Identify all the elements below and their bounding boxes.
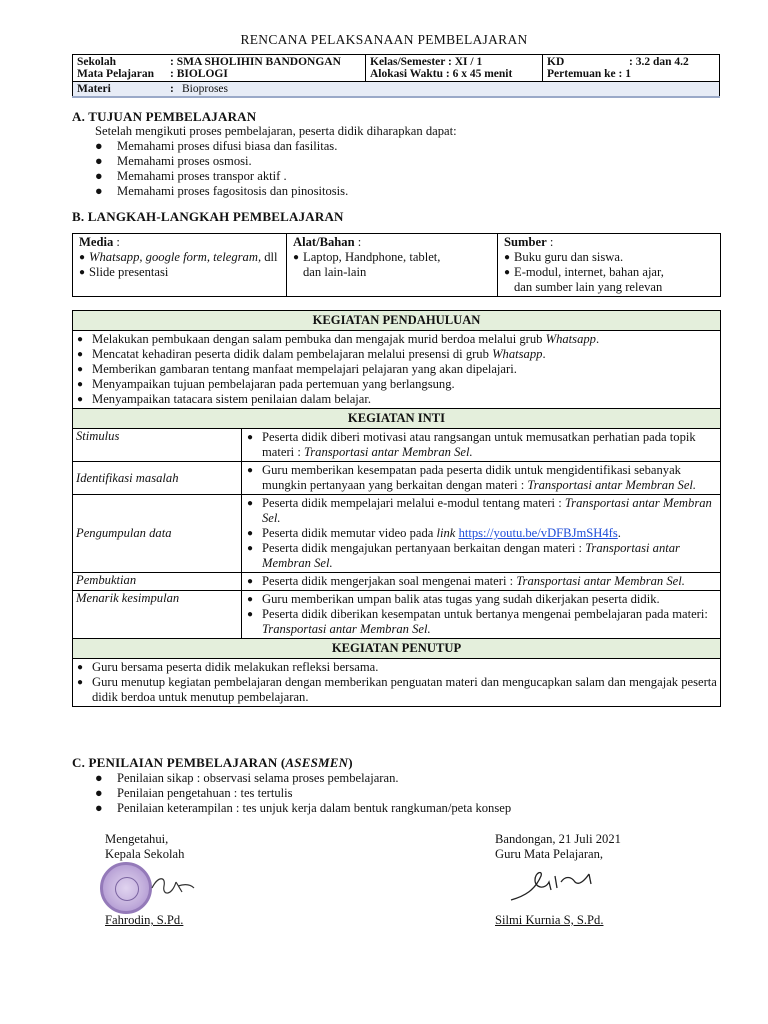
list-item [245,574,717,589]
bullet: ● [77,364,84,375]
kd-value: : 3.2 dan 4.2 [629,56,689,68]
bullet: ● [77,349,84,360]
sumber-item-text: dan sumber lain yang relevan [514,280,663,294]
materi-value: Bioproses [182,83,228,95]
bullet: ● [77,334,84,345]
section-a-title: A. TUJUAN PEMBELAJARAN [72,109,257,124]
pengumpulan-label: Pengumpulan data [73,495,242,573]
media-item-text: Slide presentasi [89,265,169,279]
identifikasi-cell [242,462,721,495]
document-title: RENCANA PELAKSANAAN PEMBELAJARAN [240,32,528,47]
sumber-item-text: Buku guru dan siswa. [514,250,624,264]
bullet: ● [95,786,103,800]
list-item-text: Penilaian sikap : observasi selama proses pembelajaran. [117,771,399,785]
left-signature-block [105,832,184,862]
item-text: Guru bersama peserta didik melakukan refleksi bersama. [92,660,379,674]
list-item-text: Penilaian keterampilan : tes unjuk kerja dalam bentuk rangkuman/peta konsep [117,801,512,815]
bullet: ● [95,771,103,785]
list-item [245,541,717,571]
colon: : [546,235,554,249]
bullet: ● [247,498,254,509]
item-em: Transportasi antar Membran Sel. [262,541,680,570]
tujuan-list [95,139,348,199]
kelas-value: XI / 1 [454,56,483,68]
alat-heading: Alat/Bahan [293,235,355,249]
bullet: ● [77,379,84,390]
menarik-cell [242,591,721,639]
pendahuluan-header: KEGIATAN PENDAHULUAN [73,311,721,331]
penutup-header: KEGIATAN PENUTUP [73,639,721,659]
headmaster-signature-icon [148,870,196,900]
media-item-text: Whatsapp, google form, telegram, [89,250,262,264]
list-item [95,184,348,199]
bullet: ● [247,594,254,605]
item-text: Guru memberikan kesempatan pada peserta didik untuk mengidentifikasi sebanyak mungkin pertanyaan yang berkaitan dengan materi : [262,463,681,492]
list-item-text: Penilaian pengetahuan : tes tertulis [117,786,293,800]
item-text: Peserta didik mempelajari melalui e-modul tentang materi : [262,496,565,510]
section-a-intro: Setelah mengikuti proses pembelajaran, peserta didik diharapkan dapat: [95,124,457,138]
list-item [95,801,511,816]
colon: : [354,235,362,249]
alat-item-text: dan lain-lain [303,265,367,279]
teacher-name: Silmi Kurnia S, S.Pd. [495,913,604,927]
list-item [245,592,717,607]
alokasi-label: Alokasi Waktu : [370,68,450,80]
stimulus-cell [242,429,721,462]
section-c-title [72,755,353,770]
list-item-text: Memahami proses osmosi. [117,154,252,168]
sekolah-value: : SMA SHOLIHIN BANDONGAN [170,56,341,68]
list-item [504,265,714,295]
item-em: link [436,526,456,540]
alat-item-text: Laptop, Handphone, tablet, [303,250,441,264]
table-row [73,495,721,573]
title-part: C. PENILAIAN PEMBELAJARAN ( [72,755,286,770]
stimulus-label: Stimulus [73,429,242,462]
item-text: Menyampaikan tatacara sistem penilaian dalam belajar. [92,392,372,406]
item-text: Mencatat kehadiran peserta didik dalam pembelajaran melalui presensi di grub [92,347,493,361]
item-em: Transportasi antar Membran Sel. [262,622,431,636]
list-item [95,786,511,801]
materi-row [73,82,720,98]
penilaian-list [95,771,511,816]
pertemuan-label: Pertemuan ke : [547,68,623,80]
item-text: Peserta didik memutar video pada [262,526,437,540]
mengetahui-text: Mengetahui, [105,832,169,846]
item-text: Peserta didik mengajukan pertanyaan berkaitan dengan materi : [262,541,586,555]
list-item [95,169,348,184]
sumber-item-text: E-modul, internet, bahan ajar, [514,265,664,279]
pengumpulan-cell [242,495,721,573]
item-end: . [595,332,600,346]
kd-cell [543,55,720,82]
bullet: ● [77,677,84,688]
header-table [72,54,720,98]
bullet: ● [504,267,511,278]
list-item [95,154,348,169]
bullet: ● [504,252,511,263]
item-em: Transportasi antar Membran Sel. [262,496,712,525]
alat-cell [287,234,498,297]
class-cell [366,55,543,82]
section-b-title: B. LANGKAH-LANGKAH PEMBELAJARAN [72,209,344,224]
media-cell [73,234,287,297]
list-item [76,660,717,675]
pembuktian-label: Pembuktian [73,573,242,591]
school-cell [73,55,366,82]
bullet: ● [247,609,254,620]
teacher-signature-icon [505,866,597,906]
kelas-label: Kelas/Semester : [370,56,452,68]
bullet: ● [77,394,84,405]
penutup-cell [73,659,721,707]
list-item [79,250,280,265]
alokasi-value: 6 x 45 menit [452,68,513,80]
item-text: Peserta didik diberikan kesempatan untuk bertanya mengenai pembelajaran pada materi: [262,607,708,621]
item-em: Whatsapp [545,332,596,346]
list-item [245,496,717,526]
identifikasi-label: Identifikasi masalah [73,462,242,495]
bullet: ● [247,543,254,554]
list-item [76,332,717,347]
bullet: ● [95,169,103,183]
bullet: ● [95,184,103,198]
materi-label: Materi [77,83,111,95]
list-item [76,347,717,362]
list-item [76,675,717,705]
video-link[interactable]: https://youtu.be/vDFBJmSH4fs [458,526,618,540]
list-item [95,771,511,786]
pembuktian-cell [242,573,721,591]
list-item [76,362,717,377]
bullet: ● [79,252,86,263]
title-em: ASESMEN [285,755,349,770]
list-item [76,392,717,407]
item-text: Menyampaikan tujuan pembelajaran pada pertemuan yang berlangsung. [92,377,455,391]
bullet: ● [77,662,84,673]
bullet: ● [247,528,254,539]
list-item-text: Memahami proses difusi biasa dan fasilitas. [117,139,338,153]
media-heading: Media [79,235,114,249]
pendahuluan-cell [73,331,721,409]
list-item [293,250,491,280]
bullet: ● [293,252,300,263]
table-row [73,591,721,639]
table-row [73,462,721,495]
item-text: Peserta didik mengerjakan soal mengenai materi : [262,574,517,588]
list-item [79,265,280,280]
item-em: Transportasi antar Membran Sel. [527,478,697,492]
bullet: ● [79,267,86,278]
headmaster-name: Fahrodin, S.Pd. [105,913,184,927]
right-signature-block [495,832,621,862]
item-text: Guru memberikan umpan balik atas tugas yang sudah dikerjakan peserta didik. [262,592,660,606]
list-item-text: Memahami proses transpor aktif . [117,169,287,183]
media-item-text: dll [261,250,278,264]
materi-colon: : [170,83,174,95]
bullet: ● [95,801,103,815]
guru-text: Guru Mata Pelajaran, [495,847,604,861]
place-date-text: Bandongan, 21 Juli 2021 [495,832,621,846]
item-end: . [617,526,621,540]
table-row [73,429,721,462]
list-item [245,526,717,541]
sumber-heading: Sumber [504,235,547,249]
kegiatan-table [72,310,721,707]
school-stamp-icon [100,862,152,914]
item-end: . [542,347,546,361]
colon: : [113,235,120,249]
item-text: Memberikan gambaran tentang manfaat mempelajari pelajaran yang akan dipelajari. [92,362,517,376]
list-item [95,139,348,154]
item-em: Transportasi antar Membran Sel. [516,574,685,588]
bullet: ● [247,465,254,476]
mapel-label: Mata Pelajaran [77,68,154,80]
menarik-label: Menarik kesimpulan [73,591,242,639]
list-item [245,463,717,493]
item-text: Peserta didik diberi motivasi atau rangsangan untuk memusatkan perhatian pada topik materi : [262,430,696,459]
media-table [72,233,721,297]
bullet: ● [95,154,103,168]
item-text: Guru menutup kegiatan pembelajaran dengan memberikan penguatan materi dan mengucapkan salam dan mengajak peserta didik berdoa untuk menutup pembelajaran. [92,675,717,704]
inti-header: KEGIATAN INTI [73,409,721,429]
sumber-cell [498,234,721,297]
bullet: ● [95,139,103,153]
pertemuan-value: 1 [625,68,631,80]
item-em: Transportasi antar Membran Sel. [303,445,473,459]
list-item [76,377,717,392]
list-item-text: Memahami proses fagositosis dan pinositosis. [117,184,349,198]
kepala-sekolah-text: Kepala Sekolah [105,847,185,861]
bullet: ● [247,576,254,587]
mapel-value: : BIOLOGI [170,68,228,80]
item-em: Whatsapp [492,347,543,361]
list-item [245,430,717,460]
list-item [245,607,717,637]
table-row [73,573,721,591]
item-text: Melakukan pembukaan dengan salam pembuka dan mengajak murid berdoa melalui grub [92,332,546,346]
kd-label: KD [547,56,565,68]
list-item [504,250,714,265]
bullet: ● [247,432,254,443]
title-part: ) [348,755,353,770]
sekolah-label: Sekolah [77,56,116,68]
